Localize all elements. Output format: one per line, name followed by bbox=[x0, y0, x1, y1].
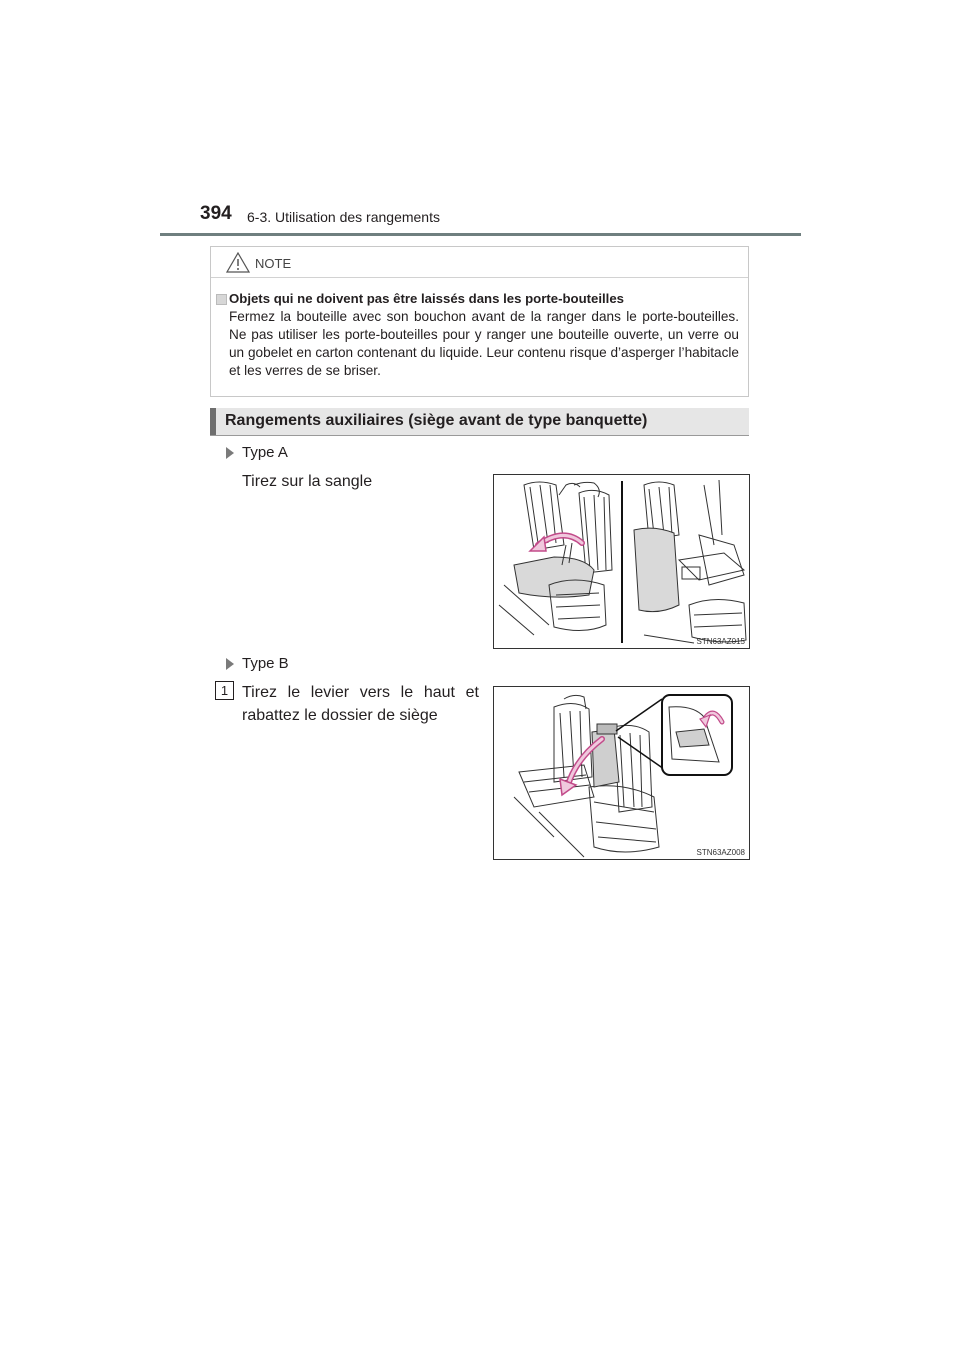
warning-icon bbox=[226, 252, 250, 273]
heading-accent bbox=[210, 408, 216, 435]
type-a-figure bbox=[493, 474, 750, 649]
header-rule bbox=[160, 233, 801, 236]
type-b-label: Type B bbox=[242, 655, 289, 672]
section-heading bbox=[210, 408, 749, 436]
page-number: 394 bbox=[200, 203, 232, 224]
note-box bbox=[210, 246, 749, 397]
note-label: NOTE bbox=[255, 256, 292, 271]
section-heading-text: Rangements auxiliaires (siège avant de type banquette) bbox=[225, 412, 648, 429]
figure-code-b: STN63AZ008 bbox=[696, 848, 745, 857]
note-header bbox=[211, 247, 748, 278]
seat-illustration-b bbox=[494, 687, 749, 859]
section-header: 6-3. Utilisation des rangements bbox=[247, 209, 440, 225]
bullet-square-icon bbox=[216, 294, 227, 305]
type-a-text: Tirez sur la sangle bbox=[242, 473, 373, 490]
type-a-label: Type A bbox=[242, 444, 288, 461]
type-b-figure bbox=[493, 686, 750, 860]
note-text: Fermez la bouteille avec son bouchon avant de la ranger dans le porte-bouteilles. Ne pas utiliser les porte-bouteilles pour y ranger une bouteille ouverte, un verre ou un gobelet en carton contenant du liquide. Leur contenu risque d’asperger l’habitacle et les verres de se briser. bbox=[229, 309, 739, 378]
triangle-bullet-icon bbox=[226, 658, 234, 670]
note-title: Objets qui ne doivent pas être laissés dans les porte-bouteilles bbox=[229, 291, 625, 306]
type-b-text: Tirez le levier vers le haut et rabattez le dossier de siège bbox=[242, 684, 479, 724]
step-number-box: 1 bbox=[215, 681, 234, 700]
triangle-bullet-icon bbox=[226, 447, 234, 459]
figure-code-a: STN63AZ015 bbox=[696, 637, 745, 646]
seat-illustration-a bbox=[494, 475, 749, 648]
